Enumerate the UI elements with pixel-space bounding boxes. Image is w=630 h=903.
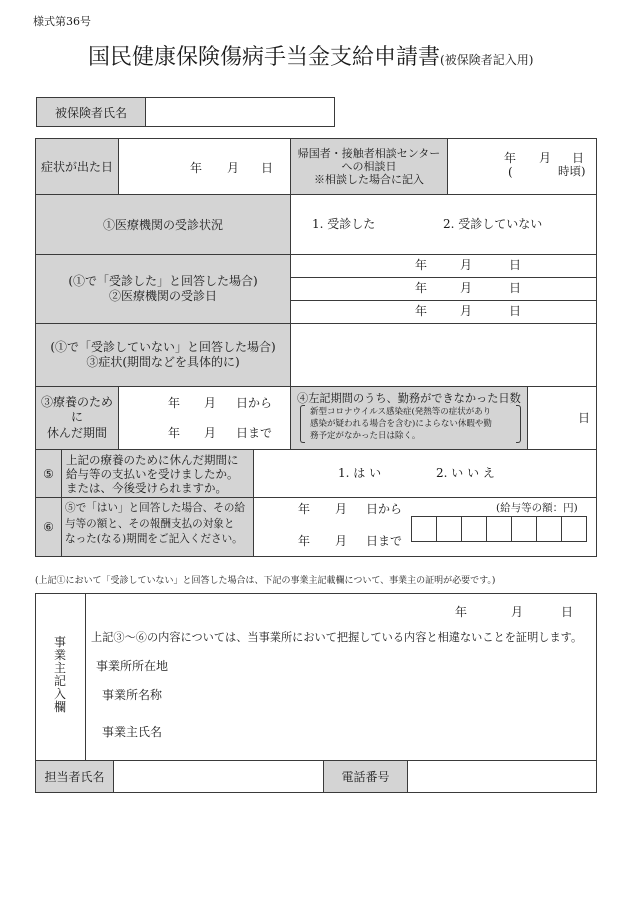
amount-digit-box [561,516,587,542]
q4-note-line-3: 務予定がなかった日は除く。 [310,431,421,441]
clinic-visit-date-row-3 [290,300,597,324]
contact-name-label: 担当者氏名 [44,770,105,784]
q3-symptom-field [290,323,597,387]
q1-option-visited: 1. 受診した [312,217,376,231]
form-number: 様式第36号 [33,15,91,28]
leave-period-label-cell [35,386,119,450]
phone-label-cell [323,760,408,793]
consult-date-day-unit: 日 [572,151,585,165]
clinic-visit-date-row-1 [290,254,597,278]
q5-answer-cell [253,449,597,498]
leave-end-month-unit: 月 [204,426,217,440]
q6-label-line-1: ⑤で「はい」と回答した場合、その給 [65,502,246,514]
consult-hour-open-paren: ( [508,165,513,179]
q5-option-yes: 1. は い [338,466,382,480]
amount-digit-box [436,516,462,542]
consult-date-month-unit: 月 [539,151,552,165]
clinic-visit-date-row-2 [290,277,597,301]
q1-label: ①医療機関の受診状況 [102,218,223,232]
q6-start-day-unit: 日から [366,502,403,516]
q6-number-cell [35,497,62,557]
q5-number-cell [35,449,62,498]
q6-start-year-unit: 年 [298,502,311,516]
q6-amount-label: (給与等の額：円) [496,502,578,514]
q2-condition-line: (①で「受診した」と回答した場合) [68,274,258,288]
leave-start-day-unit: 日から [236,396,273,410]
consult-label-line-3: ※相談した場合に記入 [314,173,424,186]
form-title [88,47,533,69]
q4-label: ④左記期間のうち、勤務ができなかった日数 [297,392,521,405]
insured-name-label: 被保険者氏名 [54,105,127,120]
q2-label-cell [35,254,291,324]
q1-option-not-visited: 2. 受診していない [443,217,543,231]
insured-name-field [145,97,335,127]
clinic-visit-date-3-month-unit: 月 [460,304,473,318]
q5-label-line-3: または、今後受けられますか。 [66,481,227,495]
q4-note-line-1: 新型コロナウイルス感染症(発熱等の症状があり [310,407,492,417]
q4-note-right-bracket [516,405,521,443]
q3-label-line: ③症状(期間などを具体的に) [86,355,240,369]
employer-section-note: (上記①において「受診していない」と回答した場合は、下記の事業主記載欄について、事業主の証明が必要です。) [35,576,496,586]
clinic-visit-date-2-month-unit: 月 [460,281,473,295]
symptom-date-label: 症状が出た日 [40,160,113,174]
symptom-date-label-cell [35,138,119,195]
office-name-label: 事業所名称 [102,688,163,702]
q6-start-month-unit: 月 [335,502,348,516]
employer-side-label: 事業主記入欄 [53,635,66,714]
q1-label-cell [35,194,291,255]
leave-start-year-unit: 年 [168,396,181,410]
q6-label-line-3: なった(なる)期間をご記入ください。 [65,533,243,545]
amount-digit-box [536,516,562,542]
employer-date-month-unit: 月 [511,605,524,619]
form-title-sub: (被保険者記入用) [440,53,534,67]
insured-name-label-cell [36,97,146,127]
employer-date-year-unit: 年 [455,605,468,619]
leave-start-month-unit: 月 [204,396,217,410]
employer-certification-text: 上記③～⑥の内容については、当事業所において把握している内容と相違ないことを証明します。 [91,631,583,644]
q5-label-line-2: 給与等の支払いを受けましたか。 [66,467,239,481]
amount-digit-box [511,516,537,542]
amount-digit-box [411,516,437,542]
q4-note-left-bracket [300,405,305,443]
phone-label: 電話番号 [341,770,390,784]
q6-label-line-2: 与等の額と、その報酬支払の対象と [65,517,235,530]
q5-label [66,453,239,495]
q4-note [310,406,492,442]
contact-name-label-cell [35,760,114,793]
clinic-visit-date-1-day-unit: 日 [509,258,522,272]
employer-date-day-unit: 日 [561,605,574,619]
q2-label-line: ②医療機関の受診日 [108,289,217,303]
q6-end-day-unit: 日まで [366,534,403,548]
owner-name-label: 事業主氏名 [102,725,163,739]
q5-option-no: 2. い い え [436,466,495,480]
contact-name-field [113,760,324,793]
clinic-visit-date-1-month-unit: 月 [460,258,473,272]
clinic-visit-date-3-day-unit: 日 [509,304,522,318]
q4-days-unit: 日 [578,411,591,425]
clinic-visit-date-3-year-unit: 年 [415,304,428,318]
clinic-visit-date-1-year-unit: 年 [415,258,428,272]
q6-number: ⑥ [43,520,54,534]
symptom-date-year-unit: 年 [190,161,203,175]
consult-label-line-2: への相談日 [341,160,397,173]
amount-digit-box [486,516,512,542]
office-address-label: 事業所所在地 [96,659,169,673]
clinic-visit-date-2-year-unit: 年 [415,281,428,295]
q6-label [65,501,245,548]
q5-number: ⑤ [43,466,54,481]
consult-hour-unit: 時頃) [558,164,586,178]
phone-field [407,760,597,793]
clinic-visit-date-2-day-unit: 日 [509,281,522,295]
leave-end-year-unit: 年 [168,426,181,440]
leave-label-line-2: に [70,410,83,425]
q6-end-year-unit: 年 [298,534,311,548]
q3-condition-line: (①で「受診していない」と回答した場合) [50,340,276,354]
consult-label-line-1: 帰国者・接触者相談センター [297,147,441,160]
q3-label-cell [35,323,291,387]
symptom-date-day-unit: 日 [261,161,274,175]
leave-end-day-unit: 日まで [236,426,273,440]
consult-date-label-cell [290,138,448,195]
leave-label-line-1: ③療養のため [40,394,113,409]
amount-digit-box [461,516,487,542]
q6-end-month-unit: 月 [335,534,348,548]
consult-date-year-unit: 年 [504,151,517,165]
symptom-date-month-unit: 月 [227,161,240,175]
leave-label-line-3: 休んだ期間 [46,425,107,440]
q5-label-line-1: 上記の療養のために休んだ期間に [66,453,239,467]
form-title-main: 国民健康保険傷病手当金支給申請書 [88,45,441,70]
q4-note-line-2: 感染が疑われる場合を含む)によらない休暇や勤 [310,419,492,429]
